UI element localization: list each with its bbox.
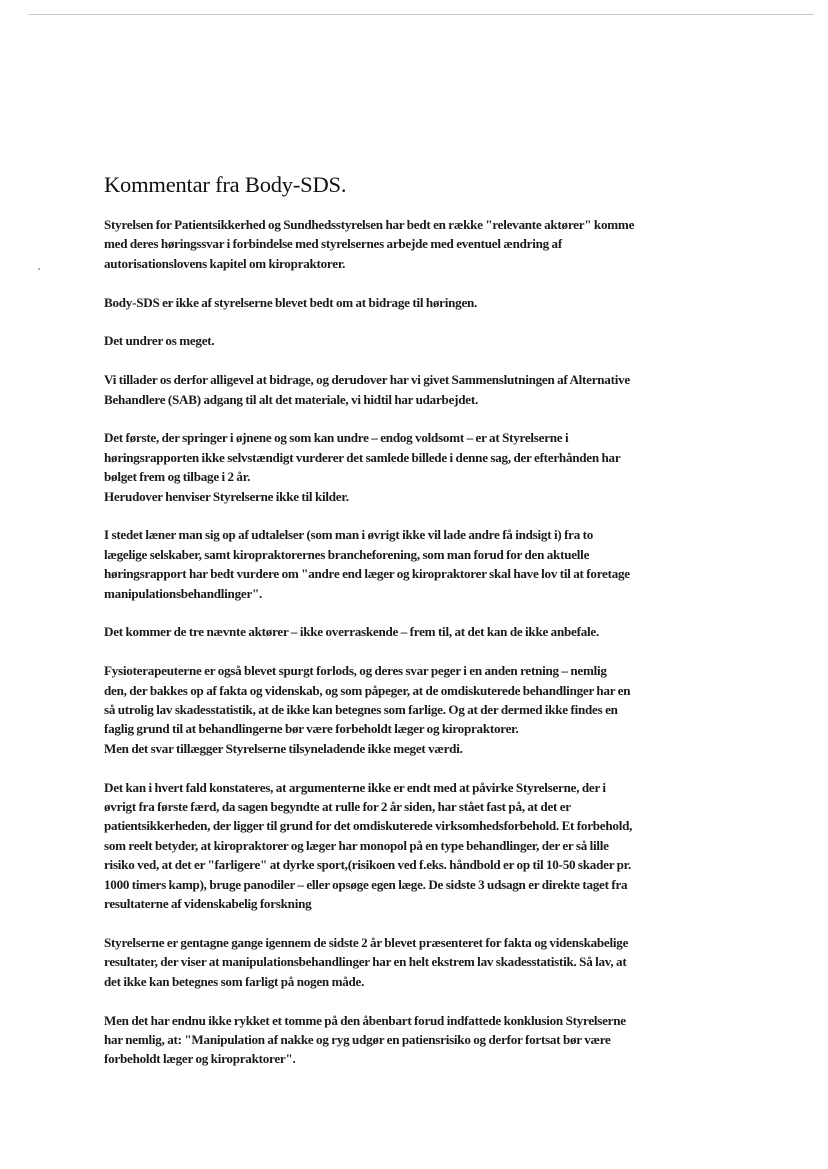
text-line: Herudover henviser Styrelserne ikke til kilder. [104,488,349,504]
text-line: som reelt betyder, at kiropraktorer og læger har monopol på en type behandlinger, der er så lille [104,837,609,853]
paragraph [104,293,720,312]
text-line: risiko ved, at det er "farligere" at dyrke sport,(risikoen ved f.eks. håndbold er op til 10-50 skader pr. [104,857,632,873]
text-line: Behandlere (SAB) adgang til alt det materiale, vi hidtil har udarbejdet. [104,391,478,407]
paragraph [104,1011,720,1069]
paragraph [104,331,720,350]
text-line: resultater, der viser at manipulationsbehandlinger har en helt ekstrem lav skadesstatistik. Så lav, at [104,954,627,970]
text-line: I stedet læner man sig op af udtalelser (som man i øvrigt ikke vil lade andre få indsigt i) fra to [104,527,594,543]
text-line: Fysioterapeuterne er også blevet spurgt forlods, og deres svar peger i en anden retning – nemlig [104,663,607,679]
text-line: bølget frem og tilbage i 2 år. [104,469,251,485]
paragraph [104,778,720,914]
text-line: den, der bakkes op af fakta og videnskab, og som påpeger, at de omdiskuterede behandlinger har en [104,682,631,698]
text-line: øvrigt fra første færd, da sagen begyndte at rulle for 2 år siden, har stået fast på, at det er [104,799,571,815]
paragraph [104,933,720,991]
document-title: Kommentar fra Body-SDS. [104,172,347,197]
text-line: Vi tillader os derfor alligevel at bidrage, og derudover har vi givet Sammenslutningen af Alternative [104,372,630,388]
paragraph [104,622,720,641]
text-line: faglig grund til at behandlingerne bør være forbeholdt læger og kiropraktorer. [104,721,519,737]
text-line: autorisationslovens kapitel om kiropraktorer. [104,255,346,271]
text-line: høringsrapporten ikke selvstændigt vurderer det samlede billede i denne sag, der efterhånden har [104,449,621,465]
text-line: manipulationsbehandlinger". [104,585,263,601]
text-line: Men det har endnu ikke rykket et tomme på den åbenbart forud indfattede konklusion Styrelserne [104,1012,626,1028]
text-line: Body-SDS er ikke af styrelserne blevet bedt om at bidrage til høringen. [104,294,478,310]
text-line: resultaterne af videnskabelig forskning [104,896,312,912]
text-line: Styrelserne er gentagne gange igennem de sidste 2 år blevet præsenteret for fakta og videnskabelige [104,934,629,950]
text-line: med deres høringssvar i forbindelse med styrelsernes arbejde med eventuel ændring af [104,236,562,252]
text-line: lægelige selskaber, samt kiropraktorernes brancheforening, som man forud for den aktuelle [104,546,590,562]
text-line: Det kan i hvert fald konstateres, at argumenterne ikke er endt med at påvirke Styrelserne, der i [104,779,606,795]
paragraph [104,661,720,758]
document-page [104,172,720,1088]
text-line: Det undrer os meget. [104,333,215,349]
text-line: det ikke kan betegnes som farligt på nogen måde. [104,973,365,989]
text-line: patientsikkerheden, der ligger til grund for det omdiskuterede virksomhedsforbehold. Et forbehold, [104,818,633,834]
text-line: forbeholdt læger og kiropraktorer". [104,1051,296,1067]
paragraph [104,370,720,409]
paragraph [104,525,720,603]
paragraph [104,428,720,506]
text-line: så utrolig lav skadesstatistik, at de ikke kan betegnes som farlige. Og at der dermed ikke findes en [104,702,618,718]
scan-speck [38,268,40,270]
scan-edge-line [28,14,814,15]
text-line: Men det svar tillægger Styrelserne tilsyneladende ikke meget værdi. [104,740,463,756]
text-line: har nemlig, at: "Manipulation af nakke og ryg udgør en patiensrisiko og derfor fortsat bør være [104,1031,611,1047]
text-line: 1000 timers kamp), bruge panodiler – eller opsøge egen læge. De sidste 3 udsagn er direkte taget fra [104,876,628,892]
document-body [104,215,720,1069]
text-line: Styrelsen for Patientsikkerhed og Sundhedsstyrelsen har bedt en række "relevante aktører" komme [104,217,635,232]
text-line: Det første, der springer i øjnene og som kan undre – endog voldsomt – er at Styrelserne i [104,430,569,446]
text-line: Det kommer de tre nævnte aktører – ikke overraskende – frem til, at det kan de ikke anbefale. [104,624,599,640]
paragraph [104,215,720,273]
text-line: høringsrapport har bedt vurdere om "andre end læger og kiropraktorer skal have lov til at foretage [104,566,630,582]
